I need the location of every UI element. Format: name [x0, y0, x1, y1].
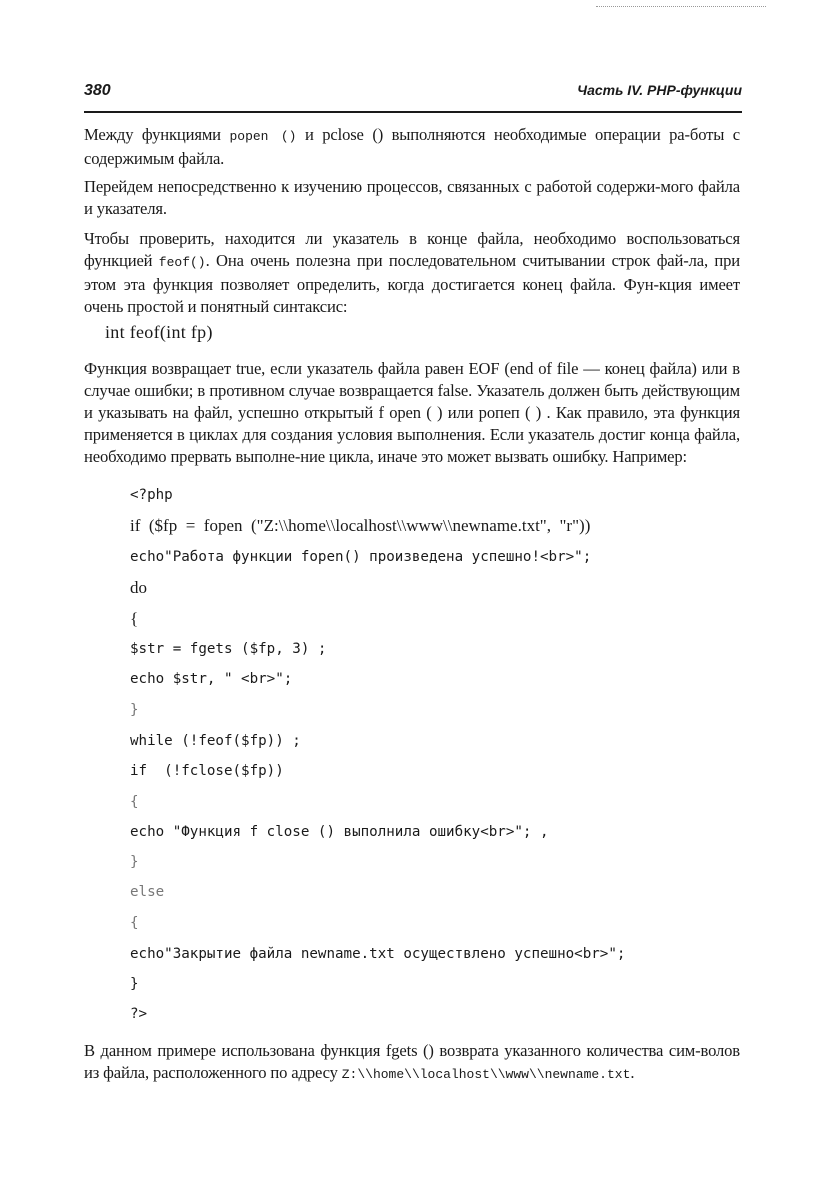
paragraph-popen [84, 124, 740, 170]
text-run: Между функциями [84, 125, 230, 144]
code-line: { [130, 609, 139, 628]
text-run: и pclose () выполняются необходимые операции ра-боты с содержимым файла. [84, 125, 740, 168]
code-line: do [130, 578, 147, 597]
text-run: . [630, 1063, 635, 1082]
inline-code: popen () [229, 129, 297, 144]
code-line: echo "Функция f close () выполнила ошибку<br>"; , [130, 824, 549, 840]
inline-code: Z:\\home\\localhost\\www\\newname.txt [341, 1067, 631, 1082]
inline-code: feof() [158, 255, 206, 270]
code-line: { [130, 915, 139, 931]
code-line: if (!fclose($fp)) [130, 763, 284, 779]
code-line: if ($fp = fopen ("Z:\\home\\localhost\\www\\newname.txt", "r")) [130, 516, 591, 535]
code-line: } [130, 854, 139, 870]
paragraph-return: Функция возвращает true, если указатель файла равен EOF (end of file — конец файла) или в случае ошибки; в противном случае возвращается false. Указатель должен быть действующим и указывать на файл, успешно открытый f open ( ) или ропеп ( ) . Как правило, эта функция применяется в циклах для создания условия выполнения. Если указатель достиг конца файла, необходимо прервать выполне-ние цикла, иначе это может вызвать ошибку. Например: [84, 359, 740, 466]
text-run: В данном примере использована функция fgets () возврата указанного количества сим-волов из файла, расположенного по адресу [84, 1041, 740, 1082]
header-rule [84, 111, 742, 113]
code-line: echo"Закрытие файла newname.txt осуществлено успешно<br>"; [130, 946, 626, 962]
text-run: . Она очень полезна при последовательном считывании строк фай-ла, при этом эта функция позволяет определить, когда достигается конец файла. Фун-кция имеет очень простой и понятный синтаксис: [84, 251, 740, 316]
code-line: } [130, 976, 139, 992]
running-title: Часть IV. PHP-функции [577, 82, 742, 98]
code-line: } [130, 702, 139, 718]
code-line: else [130, 884, 165, 900]
code-line: $str = fgets ($fp, 3) ; [130, 641, 327, 657]
function-syntax: int feof(int fp) [105, 322, 213, 342]
paragraph-intro: Перейдем непосредственно к изучению процессов, связанных с работой содержи-мого файла и указателя. [84, 177, 740, 218]
code-line: { [130, 794, 139, 810]
page-number: 380 [84, 82, 111, 99]
code-line: ?> [130, 1006, 148, 1022]
code-line: <?php [130, 487, 173, 503]
paragraph-fgets [84, 1040, 740, 1086]
paragraph-feof [84, 228, 740, 318]
code-line: echo"Работа функции fopen() произведена успешно!<br>"; [130, 549, 592, 565]
text-run: Чтобы проверить, находится ли указатель в конце файла, необходимо воспользоваться функцией [84, 229, 740, 270]
page-header [84, 82, 742, 104]
scan-artifact [596, 6, 766, 9]
code-line: echo $str, " <br>"; [130, 671, 293, 687]
code-line: while (!feof($fp)) ; [130, 733, 301, 749]
